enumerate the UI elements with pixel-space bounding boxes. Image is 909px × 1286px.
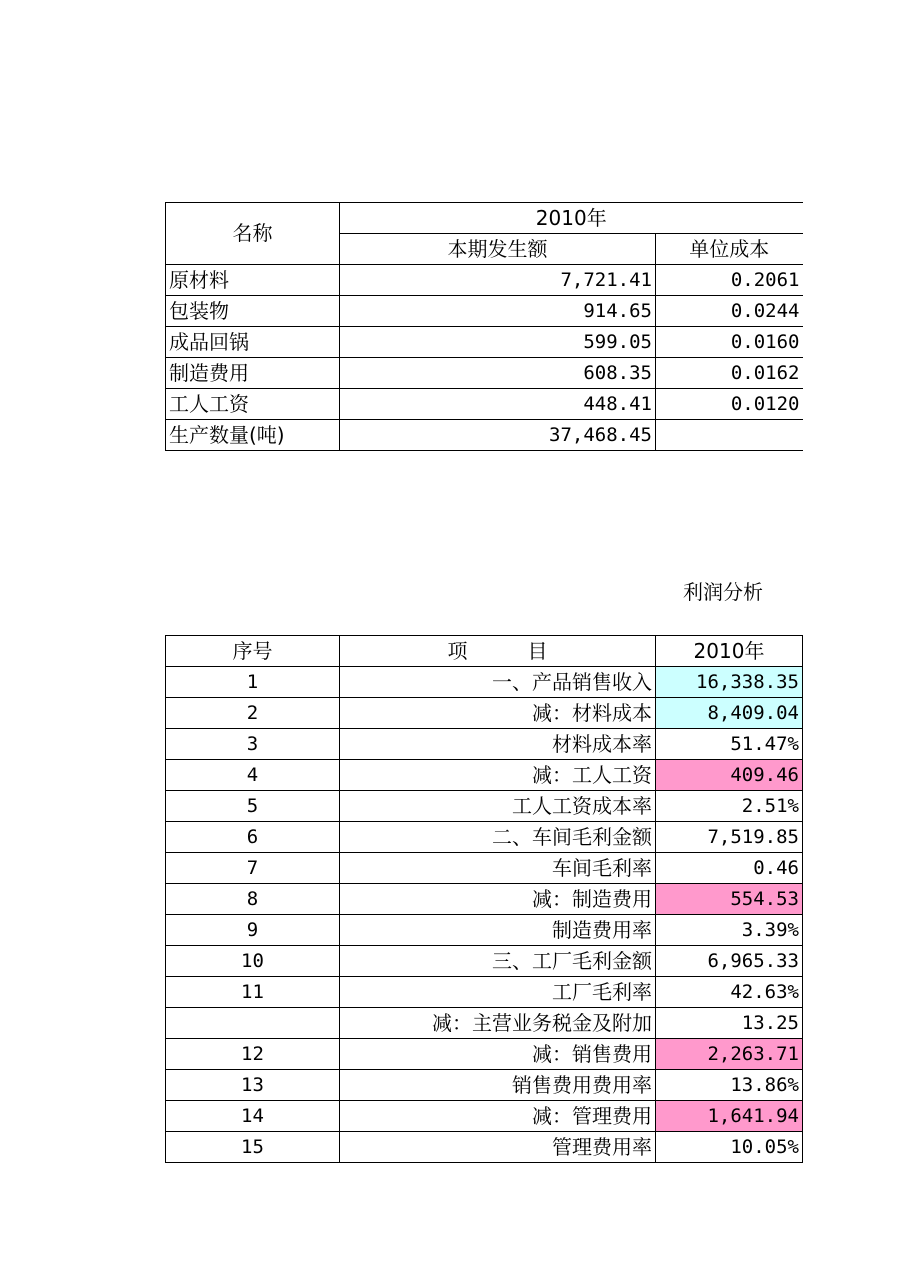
profit-row-no: 2 [166, 698, 340, 729]
profit-row-value: 0.46 [656, 853, 803, 884]
profit-row-item: 三、工厂毛利金额 [340, 946, 656, 977]
table-row [166, 1039, 803, 1070]
profit-row-item: 车间毛利率 [340, 853, 656, 884]
profit-row-no: 1 [166, 667, 340, 698]
profit-row-item: 减：材料成本 [340, 698, 656, 729]
profit-analysis-table [165, 635, 803, 1163]
cost-row-name: 原材料 [166, 265, 340, 296]
profit-row-item: 销售费用费用率 [340, 1070, 656, 1101]
cost-row-unit-cost: 0.0162 [656, 358, 803, 389]
profit-row-value: 1,641.94 [656, 1101, 803, 1132]
cost-row-amount: 599.05 [340, 327, 656, 358]
profit-row-value: 10.05% [656, 1132, 803, 1163]
profit-row-no: 10 [166, 946, 340, 977]
cost-table-body [166, 265, 803, 451]
cost-header-year: 2010年 [340, 203, 803, 234]
cost-row-name: 成品回锅 [166, 327, 340, 358]
profit-row-no [166, 1008, 340, 1039]
cost-header-name: 名称 [166, 203, 340, 265]
profit-row-item: 减：销售费用 [340, 1039, 656, 1070]
profit-row-value: 2.51% [656, 791, 803, 822]
table-row [166, 358, 803, 389]
profit-header-no: 序号 [166, 636, 340, 667]
table-row [166, 884, 803, 915]
profit-row-item: 减：管理费用 [340, 1101, 656, 1132]
cost-row-name: 制造费用 [166, 358, 340, 389]
cost-row-name: 生产数量(吨) [166, 420, 340, 451]
profit-header-item: 项 目 [340, 636, 656, 667]
profit-row-value: 2,263.71 [656, 1039, 803, 1070]
profit-row-item: 制造费用率 [340, 915, 656, 946]
profit-row-value: 554.53 [656, 884, 803, 915]
profit-row-item: 工人工资成本率 [340, 791, 656, 822]
profit-row-no: 15 [166, 1132, 340, 1163]
profit-row-item: 管理费用率 [340, 1132, 656, 1163]
profit-row-no: 5 [166, 791, 340, 822]
table-row [166, 420, 803, 451]
cost-row-unit-cost: 0.0244 [656, 296, 803, 327]
table-row [166, 296, 803, 327]
cost-table [165, 202, 803, 451]
cost-row-unit-cost [656, 420, 803, 451]
cost-row-amount: 7,721.41 [340, 265, 656, 296]
profit-row-value: 51.47% [656, 729, 803, 760]
profit-row-item: 二、车间毛利金额 [340, 822, 656, 853]
profit-row-no: 6 [166, 822, 340, 853]
cost-row-name: 工人工资 [166, 389, 340, 420]
cost-row-amount: 914.65 [340, 296, 656, 327]
profit-row-no: 7 [166, 853, 340, 884]
table-row [166, 327, 803, 358]
profit-row-no: 3 [166, 729, 340, 760]
table-row [166, 915, 803, 946]
profit-row-item: 减：主营业务税金及附加 [340, 1008, 656, 1039]
profit-header-row [166, 636, 803, 667]
profit-row-item: 减：制造费用 [340, 884, 656, 915]
table-row [166, 791, 803, 822]
profit-row-no: 4 [166, 760, 340, 791]
profit-analysis-title: 利润分析 [683, 580, 763, 604]
table-row [166, 760, 803, 791]
table-row [166, 729, 803, 760]
cost-row-amount: 608.35 [340, 358, 656, 389]
profit-row-no: 8 [166, 884, 340, 915]
profit-row-value: 13.25 [656, 1008, 803, 1039]
profit-row-value: 42.63% [656, 977, 803, 1008]
cost-header-amount: 本期发生额 [340, 234, 656, 265]
table-row [166, 667, 803, 698]
table-row [166, 389, 803, 420]
profit-row-no: 9 [166, 915, 340, 946]
table-row [166, 853, 803, 884]
profit-row-item: 减：工人工资 [340, 760, 656, 791]
cost-row-amount: 37,468.45 [340, 420, 656, 451]
profit-row-item: 材料成本率 [340, 729, 656, 760]
table-row [166, 977, 803, 1008]
profit-table-body [166, 667, 803, 1163]
table-row [166, 265, 803, 296]
profit-row-item: 一、产品销售收入 [340, 667, 656, 698]
profit-row-no: 12 [166, 1039, 340, 1070]
table-row [166, 946, 803, 977]
table-row [166, 1008, 803, 1039]
profit-row-value: 7,519.85 [656, 822, 803, 853]
table-row [166, 698, 803, 729]
profit-row-item: 工厂毛利率 [340, 977, 656, 1008]
table-row [166, 1070, 803, 1101]
profit-row-no: 14 [166, 1101, 340, 1132]
cost-header-row-1 [166, 203, 803, 234]
profit-row-no: 13 [166, 1070, 340, 1101]
profit-row-value: 6,965.33 [656, 946, 803, 977]
cost-row-amount: 448.41 [340, 389, 656, 420]
profit-row-value: 3.39% [656, 915, 803, 946]
profit-row-value: 8,409.04 [656, 698, 803, 729]
cost-row-unit-cost: 0.0120 [656, 389, 803, 420]
profit-header-year: 2010年 [656, 636, 803, 667]
table-row [166, 1132, 803, 1163]
profit-row-value: 409.46 [656, 760, 803, 791]
profit-row-value: 16,338.35 [656, 667, 803, 698]
cost-row-name: 包装物 [166, 296, 340, 327]
table-row [166, 1101, 803, 1132]
profit-row-no: 11 [166, 977, 340, 1008]
cost-header-unit-cost: 单位成本 [656, 234, 803, 265]
cost-row-unit-cost: 0.0160 [656, 327, 803, 358]
cost-row-unit-cost: 0.2061 [656, 265, 803, 296]
profit-row-value: 13.86% [656, 1070, 803, 1101]
table-row [166, 822, 803, 853]
